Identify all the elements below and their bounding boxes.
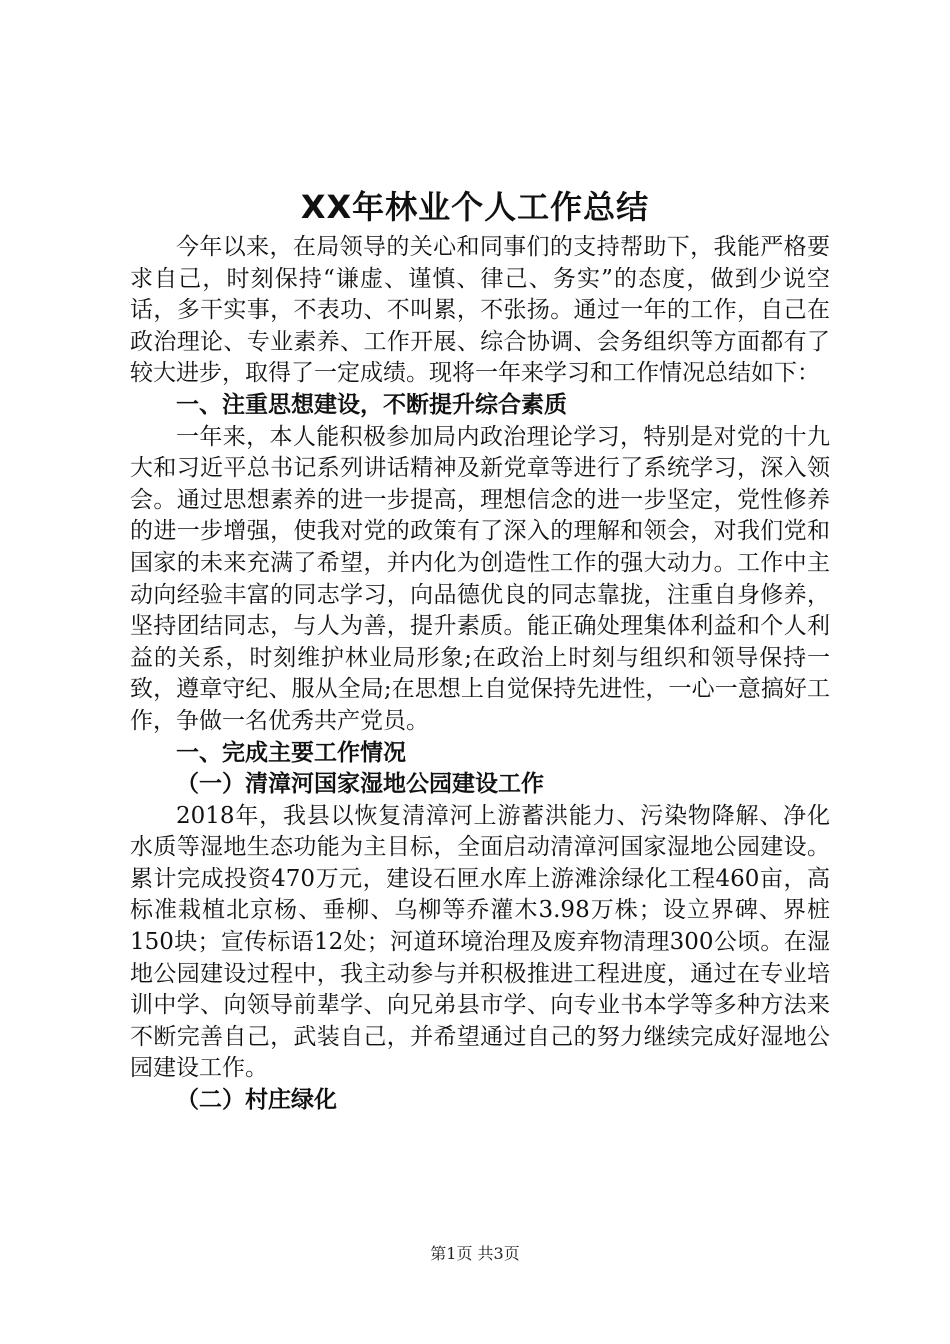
page-footer: 第1页 共3页 xyxy=(430,1244,520,1263)
section2-heading: 一、完成主要工作情况 xyxy=(176,739,406,766)
subsection1-paragraph: 2018年，我县以恢复清漳河上游蓄洪能力、污染物降解、净化水质等湿地生态功能为主目标，全面启动清漳河国家湿地公园建设。累计完成投资470万元，建设石匣水库上游滩涂绿化工程460亩，高标准栽植北京杨、垂柳、乌柳等乔灌木3.98万株；设立界碑、界桩150块；宣传标语12处；河道环境治理及废弃物清理300公顷。在湿地公园建设过程中，我主动参与并积极推进工程进度，通过在专业培训中学、向领导前辈学、向兄弟县市学、向专业书本学等多种方法来不断完善自己，武装自己，并希望通过自己的努力继续完成好湿地公园建设工作。 xyxy=(130,802,830,1082)
subsection2-heading: （二）村庄绿化 xyxy=(176,1087,337,1114)
document-body xyxy=(130,232,830,1117)
section1-paragraph: 一年来，本人能积极参加局内政治理论学习，特别是对党的十九大和习近平总书记系列讲话精神及新党章等进行了系统学习，深入领会。通过思想素养的进一步提高，理想信念的进一步坚定，党性修养的进一步增强，使我对党的政策有了深入的理解和领会，对我们党和国家的未来充满了希望，并内化为创造性工作的强大动力。工作中主动向经验丰富的同志学习，向品德优良的同志靠拢，注重自身修养，坚持团结同志，与人为善，提升素质。能正确处理集体利益和个人利益的关系，时刻维护林业局形象;在政治上时刻与组织和领导保持一致，遵章守纪、服从全局;在思想上自觉保持先进性，一心一意搞好工作，争做一名优秀共产党员。 xyxy=(130,423,830,734)
intro-paragraph: 今年以来，在局领导的关心和同事们的支持帮助下，我能严格要求自己，时刻保持“谦虚、谨慎、律己、务实”的态度，做到少说空话，多干实事，不表功、不叫累，不张扬。通过一年的工作，自己在政治理论、专业素养、工作开展、综合协调、会务组织等方面都有了较大进步，取得了一定成绩。现将一年来学习和工作情况总结如下： xyxy=(130,234,830,387)
section1-heading: 一、注重思想建设，不断提升综合素质 xyxy=(176,391,567,418)
document-title: XX年林业个人工作总结 xyxy=(300,188,650,226)
subsection1-heading: （一）清漳河国家湿地公园建设工作 xyxy=(176,771,544,798)
